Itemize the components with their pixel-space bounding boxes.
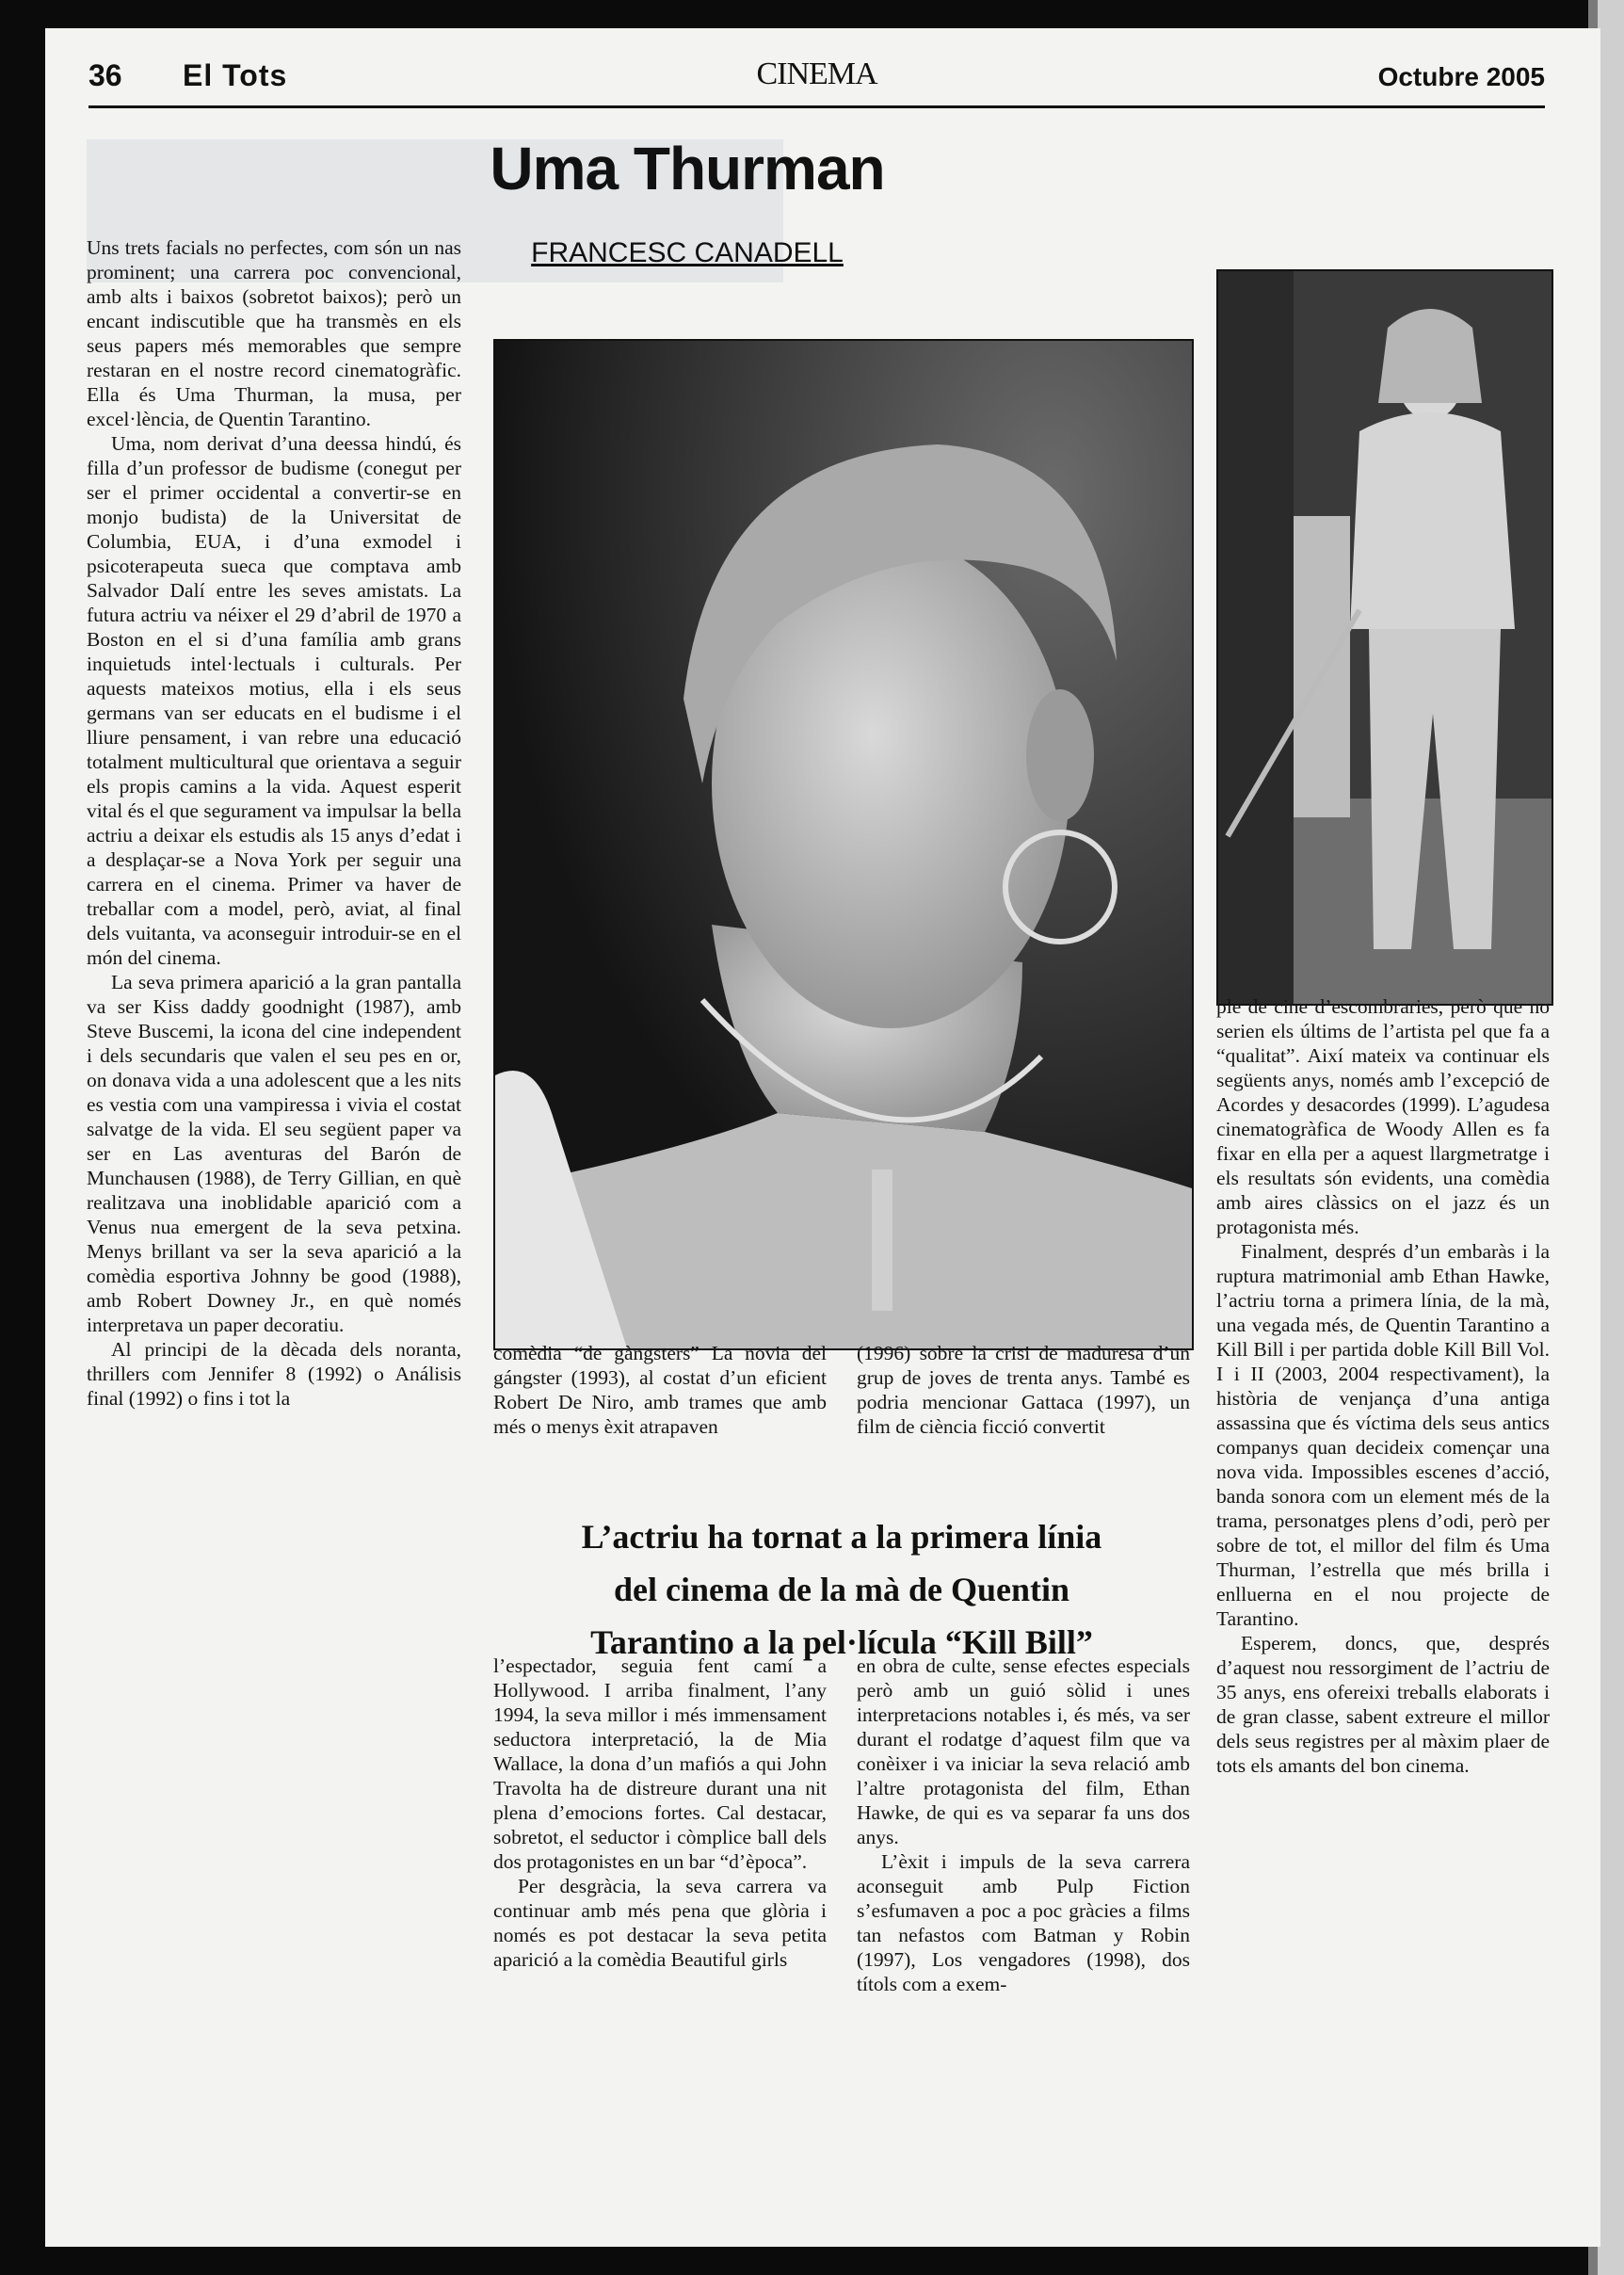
paragraph: L’èxit i impuls de la seva carrera aconseguit amb Pulp Fiction s’esfumaven a poc a poc gràcies a films tan nefastos com Batman y Robin (1997), Los vengadores (1998), dos títols com a exem-: [857, 1850, 1190, 1995]
paragraph: Esperem, doncs, que, després d’aquest nou ressorgiment de l’actriu de 35 anys, ens ofereixi treballs elaborats i de gran classe, sabent extreure el millor dels seus registres per al màxim plaer de tots els amants del bon cinema.: [1216, 1632, 1550, 1777]
section-name: CINEMA: [756, 56, 877, 91]
text-column-2-top: [493, 1341, 827, 1439]
paragraph: (1996) sobre la crisi de maduresa d’un grup de joves de trenta anys. També es podria mencionar Gattaca (1997), un film de ciència ficció convertit: [857, 1342, 1190, 1438]
header-rule: [88, 105, 1545, 108]
paragraph: Per desgràcia, la seva carrera va continuar amb més pena que glòria i només es pot destacar la seva petita aparició a la comèdia Beautiful girls: [493, 1875, 827, 1971]
paragraph: Finalment, després d’un embaràs i la ruptura matrimonial amb Ethan Hawke, l’actriu torna a primera línia, de la mà, una vegada més, de Quentin Tarantino a Kill Bill i per partida doble Kill Bill Vol. I i II (2003, 2004 respectivament), la història de venjança d’una antiga assassina que és víctima dels seus antics companys quan decideix començar una nova vida. Impossibles escenes d’acció, banda sonora com un element més de la trama, personatges plens d’odi, però per sobre de tot, el millor del film és Uma Thurman, l’estrella que més brilla i enlluerna en el nou projecte de Tarantino.: [1216, 1240, 1550, 1630]
text-column-3-bottom: [857, 1654, 1190, 1996]
article-author: FRANCESC CANADELL: [531, 237, 844, 268]
issue-date: Octubre 2005: [1377, 62, 1545, 91]
article-title: Uma Thurman: [490, 135, 885, 202]
paragraph: comèdia “de gàngsters” La novia del gángster (1993), al costat d’un eficient Robert De Niro, amb trames que amb més o menys èxit atrapaven: [493, 1342, 827, 1438]
text-column-2-bottom: [493, 1654, 827, 1972]
paragraph: en obra de culte, sense efectes especials però amb un guió sòlid i unes interpretacions notables i, és més, va ser durant el rodatge d’aquest film que va conèixer i va iniciar la seva relació amb l’altre protagonista del film, Ethan Hawke, de qui es va separar fa uns dos anys.: [857, 1654, 1190, 1848]
page-edge: [1598, 0, 1624, 2275]
text-column-4: [1216, 994, 1550, 1778]
paragraph: Al principi de la dècada dels noranta, thrillers com Jennifer 8 (1992) o Análisis final (1992) o fins i tot la: [87, 1338, 461, 1410]
portrait-photo: [493, 339, 1194, 1350]
text-column-1: [87, 235, 461, 1411]
page-header: [88, 58, 1545, 100]
magazine-name: El Tots: [183, 58, 288, 92]
paragraph: Uma, nom derivat d’una deessa hindú, és filla d’un professor de budisme (conegut per ser el primer occidental a convertir-se en monjo budista) de la Universitat de Columbia, EUA, i d’una exmodel i psicoterapeuta sueca que comptava amb Salvador Dalí entre les seves amistats. La futura actriu va néixer el 29 d’abril de 1970 a Boston en el si d’una família amb grans inquietuds intel·lectuals i culturals. Per aquests mateixos motius, ella i els seus germans van ser educats en el budisme i el lliure pensament, i van rebre una educació totalment multicultural que orientava a seguir els propis camins a la vida. Aquest esperit vital és el que segurament va impulsar la bella actriu a deixar els estudis als 15 anys d’edat i a desplaçar-se a Nova York per seguir una carrera en el cinema. Primer va haver de treballar com a model, però, aviat, al final dels vuitanta, va aconseguir introduir-se en el món del cinema.: [87, 432, 461, 969]
pull-quote: [493, 1510, 1190, 1669]
full-body-photo: [1216, 269, 1553, 1006]
pull-quote-line: L’actriu ha tornat a la primera línia: [581, 1518, 1102, 1556]
paragraph: l’espectador, seguia fent camí a Hollywood. I arriba finalment, l’any 1994, la seva millor i més immensament seductora interpretació, la de Mia Wallace, la dona d’un mafiós a qui John Travolta ha de distreure durant una nit plena d’emocions fortes. Cal destacar, sobretot, el seductor i còmplice ball dels dos protagonistes en un bar “d’època”.: [493, 1654, 827, 1873]
paragraph: Uns trets facials no perfectes, com són un nas prominent; una carrera poc convencional, amb alts i baixos (sobretot baixos); però un encant indiscutible que ha transmès en els seus papers més memorables que sempre restaran en el nostre record cinematogràfic. Ella és Uma Thurman, la musa, per excel·lència, de Quentin Tarantino.: [87, 236, 461, 430]
pull-quote-line: Tarantino a la pel·lícula “Kill Bill”: [590, 1623, 1093, 1661]
paragraph: ple de cine d’escombraries, però que no serien els últims de l’artista pel que fa a “qualitat”. Així mateix va continuar els següents anys, només amb l’excepció de Acordes y desacordes (1999). L’agudesa cinematogràfica de Woody Allen es fa fixar en ella per a aquest llargmetratge i els resultats són evidents, una comèdia amb aires clàssics on el jazz és un protagonista més.: [1216, 995, 1550, 1238]
pull-quote-line: del cinema de la mà de Quentin: [614, 1571, 1069, 1608]
page-number: 36: [88, 58, 122, 92]
paragraph: La seva primera aparició a la gran pantalla va ser Kiss daddy goodnight (1987), amb Steve Buscemi, la icona del cine independent i dels secundaris que valen el seu pes en or, on donava vida a una adolescent que a les nits es vestia com una vampiressa i vivia el costat salvatge de la vida. El seu següent paper va ser en Las aventuras del Barón de Munchausen (1988), de Terry Gillian, en què realitzava una inoblidable aparició com a Venus nua emergent de la seva petxina. Menys brillant va ser la seva aparició a la comèdia esportiva Johnny be good (1988), amb Robert Downey Jr., en què només interpretava un paper decoratiu.: [87, 971, 461, 1336]
text-column-3-top: [857, 1341, 1190, 1439]
